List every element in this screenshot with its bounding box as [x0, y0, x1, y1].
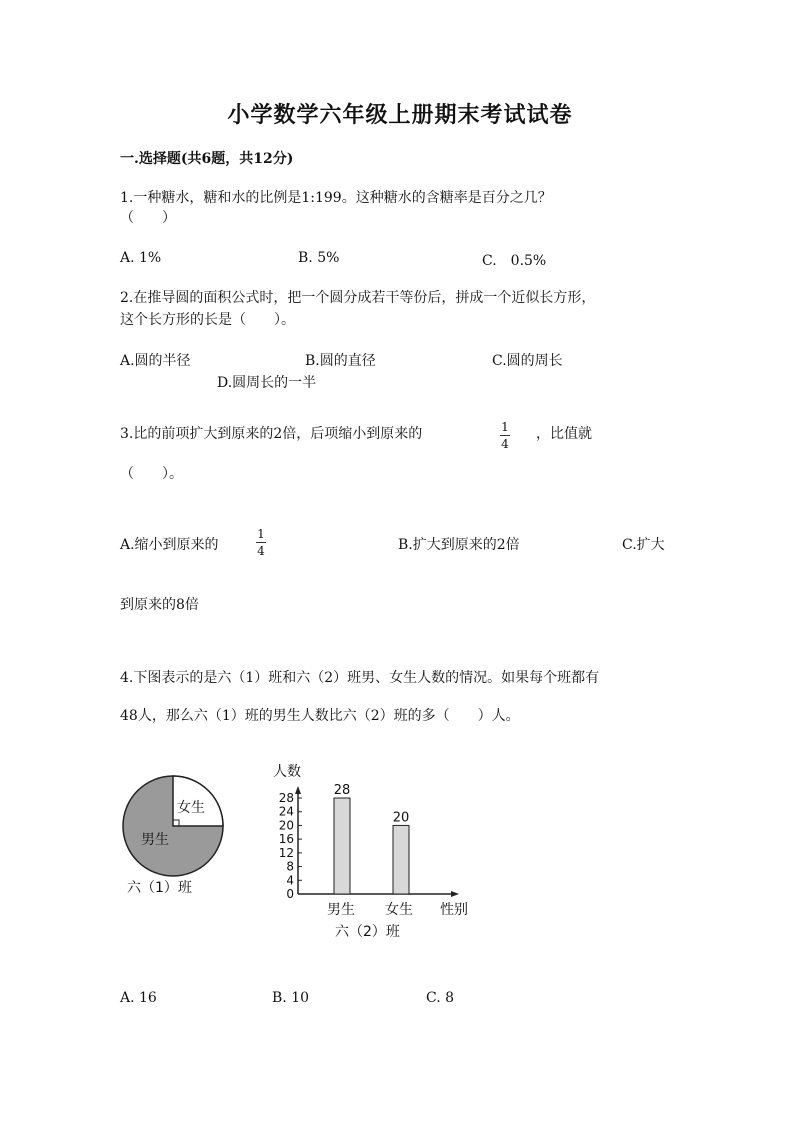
q1-option-b[interactable]: B. 5%	[298, 250, 340, 266]
bar-value-label: 28	[333, 783, 351, 798]
x-tick-boys: 男生	[327, 902, 355, 918]
question-4-text: 4.下图表示的是六（1）班和六（2）班男、女生人数的情况。如果每个班都有	[120, 670, 600, 686]
y-tick-label: 0	[286, 887, 294, 901]
q2-option-d[interactable]: D.圆周长的一半	[217, 375, 317, 391]
q1-option-a[interactable]: A. 1%	[120, 250, 162, 266]
q3-option-a-fraction	[256, 527, 266, 558]
question-1-text: 1.一种糖水，糖和水的比例是1:199。这种糖水的含糖率是百分之几？	[120, 190, 552, 206]
question-1-blank: （ ）	[120, 210, 176, 226]
y-tick-label: 20	[278, 818, 294, 833]
q4-option-b[interactable]: B. 10	[272, 990, 310, 1006]
q4-option-a[interactable]: A. 16	[120, 990, 157, 1006]
question-2-blank: 这个长方形的长是（ ）。	[120, 312, 295, 328]
y-tick-label: 16	[278, 832, 294, 847]
y-tick-label: 24	[278, 804, 294, 819]
bar-chart-class-2	[265, 754, 495, 944]
q3-option-b[interactable]: B.扩大到原来的2倍	[398, 537, 520, 553]
bar-1	[393, 825, 409, 894]
y-axis-arrow	[295, 786, 301, 794]
pie-chart-title: 六（1）班	[127, 880, 192, 896]
q3-option-c[interactable]: C.扩大	[622, 537, 665, 553]
x-axis-arrow	[451, 891, 459, 897]
fraction-bar	[256, 542, 266, 543]
page-title: 小学数学六年级上册期末考试试卷	[227, 102, 573, 128]
question-3-text-end: ，比值就	[536, 426, 592, 442]
pie-label-girls: 女生	[177, 800, 205, 816]
pie-label-boys: 男生	[141, 832, 169, 848]
fraction-numerator: 1	[501, 420, 509, 434]
q3-fraction	[500, 420, 510, 451]
section-heading: 一.选择题(共6题，共12分)	[120, 151, 294, 167]
question-3-blank: （ ）。	[120, 466, 183, 482]
y-tick-label: 8	[286, 859, 294, 874]
y-tick-label: 12	[278, 845, 294, 860]
question-3-text: 3.比的前项扩大到原来的2倍，后项缩小到原来的	[120, 426, 423, 442]
q1-option-c[interactable]: C. 0.5%	[482, 253, 547, 269]
fraction-denominator: 4	[501, 437, 509, 451]
y-axis-label: 人数	[273, 764, 301, 780]
fraction-numerator: 1	[257, 527, 265, 541]
q2-option-c[interactable]: C.圆的周长	[492, 353, 563, 369]
q3-option-c-continued: 到原来的8倍	[120, 597, 199, 613]
fraction-bar	[500, 435, 510, 436]
q4-option-c[interactable]: C. 8	[426, 990, 455, 1006]
y-tick-label: 28	[278, 791, 294, 805]
pie-chart-class-1	[115, 768, 235, 904]
question-4-text-2: 48人，那么六（1）班的男生人数比六（2）班的多（ ）人。	[120, 708, 520, 724]
bars	[334, 783, 410, 894]
x-tick-girls: 女生	[385, 902, 413, 918]
q2-option-a[interactable]: A.圆的半径	[120, 353, 191, 369]
question-2-text: 2.在推导圆的面积公式时，把一个圆分成若干等份后，拼成一个近似长方形，	[120, 290, 596, 306]
bar-chart-title: 六（2）班	[335, 924, 400, 940]
x-axis-label: 性别	[440, 902, 468, 918]
bar-0	[334, 798, 350, 894]
fraction-denominator: 4	[257, 544, 265, 558]
q2-option-b[interactable]: B.圆的直径	[305, 353, 376, 369]
q3-option-a[interactable]: A.缩小到原来的	[120, 537, 219, 553]
bar-value-label: 20	[392, 810, 410, 826]
y-tick-label: 4	[286, 873, 294, 888]
